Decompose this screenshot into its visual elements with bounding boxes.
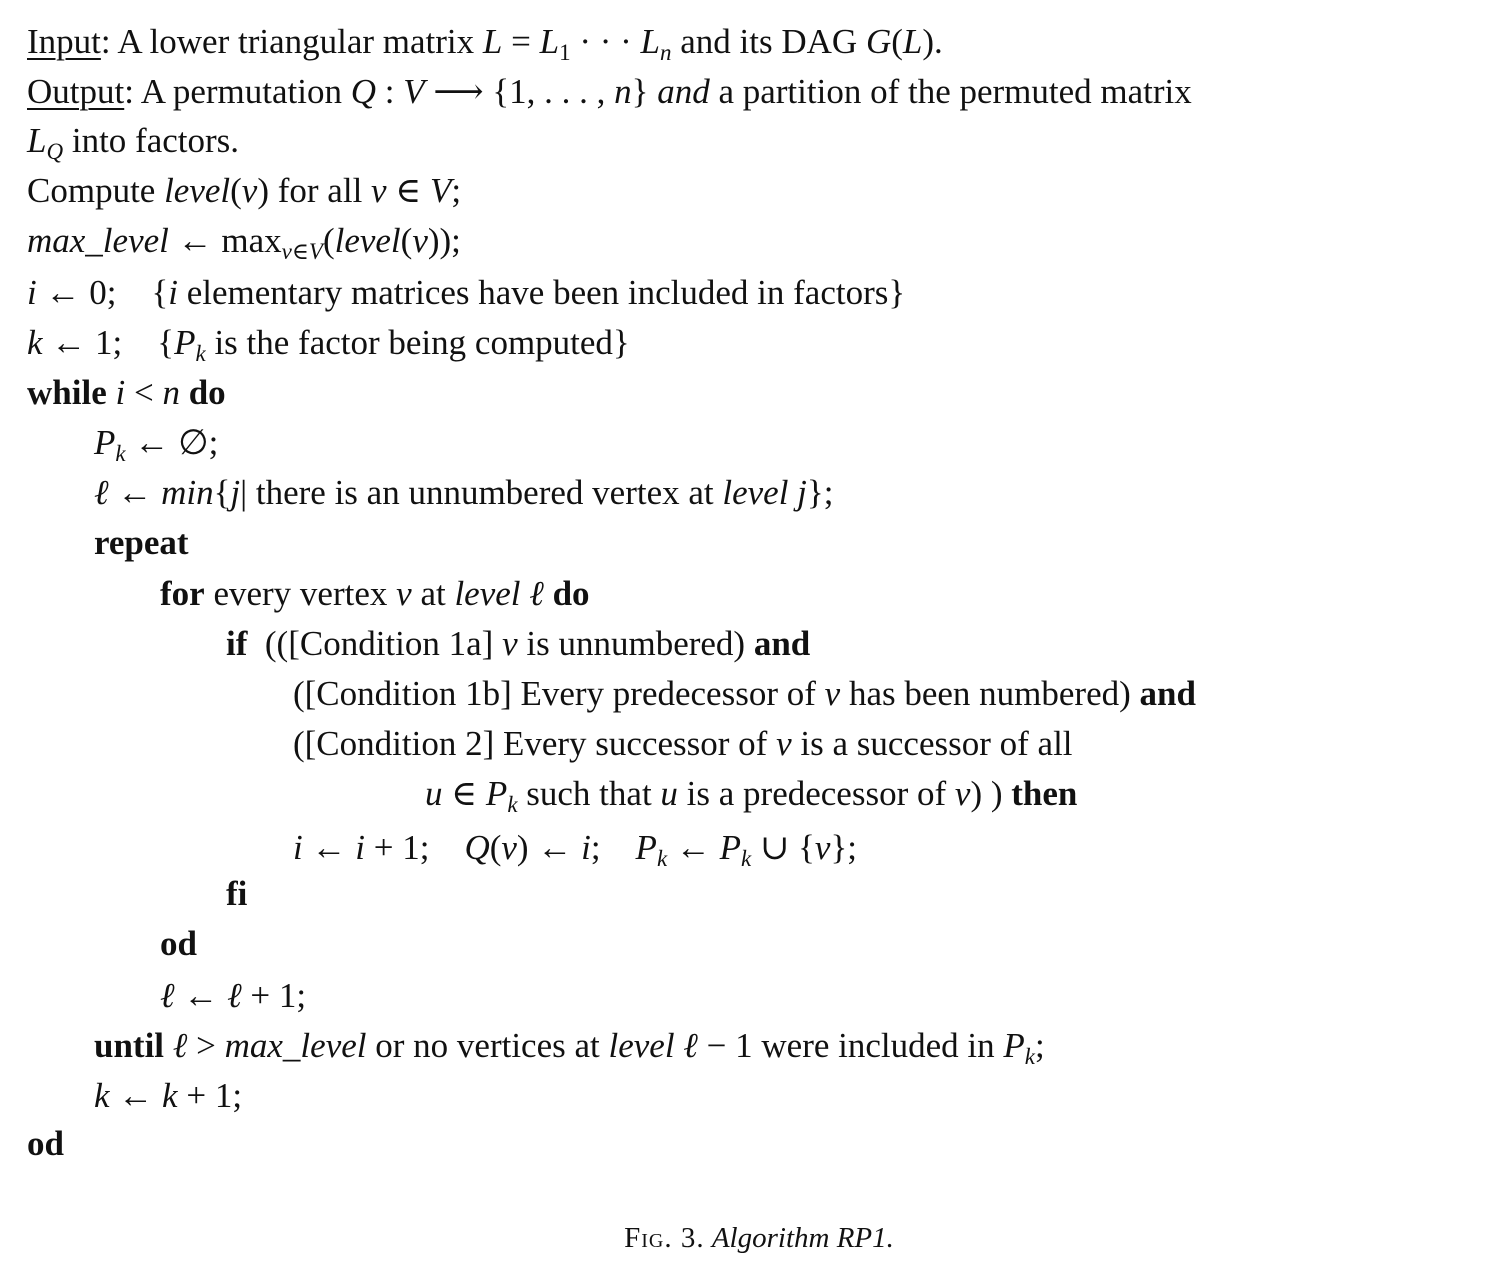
keyword: od bbox=[160, 924, 197, 963]
algorithm-text: ( bbox=[400, 221, 413, 260]
algorithm-line bbox=[293, 719, 1073, 769]
algorithm-text: Compute bbox=[27, 171, 165, 210]
algorithm-text: ℓ bbox=[227, 976, 242, 1015]
algorithm-text: P bbox=[94, 423, 116, 462]
algorithm-text: has been numbered) bbox=[840, 674, 1140, 713]
algorithm-line bbox=[27, 216, 461, 266]
algorithm-text: P bbox=[485, 774, 508, 813]
algorithm-text: such that bbox=[517, 774, 661, 813]
algorithm-text: j bbox=[230, 473, 241, 512]
algorithm-text: ( bbox=[230, 171, 242, 210]
algorithm-text: ) ← bbox=[516, 828, 582, 867]
algorithm-text: L bbox=[27, 121, 47, 160]
algorithm-line bbox=[226, 619, 810, 669]
keyword: od bbox=[27, 1124, 64, 1163]
algorithm-text: ∈ bbox=[442, 774, 486, 813]
algorithm-text: V bbox=[430, 171, 452, 210]
algorithm-text: k bbox=[27, 323, 43, 362]
algorithm-text: ⟶ {1, . . . , bbox=[424, 72, 615, 111]
algorithm-text: V bbox=[403, 72, 425, 111]
algorithm-text: Q bbox=[464, 828, 490, 867]
algorithm-text: ← bbox=[108, 473, 162, 512]
algorithm-text: Q bbox=[350, 72, 377, 111]
algorithm-text: v bbox=[501, 828, 517, 867]
algorithm-text: k bbox=[741, 846, 752, 871]
algorithm-text: : bbox=[376, 72, 404, 111]
algorithm-text: v bbox=[502, 624, 518, 663]
algorithm-text: ) ) bbox=[970, 774, 1012, 813]
algorithm-text: ( bbox=[322, 221, 335, 260]
algorithm-text: ← 0; { bbox=[36, 273, 169, 312]
algorithm-text: ← 1; { bbox=[42, 323, 175, 362]
figure-title: Algorithm RP1. bbox=[711, 1222, 894, 1254]
algorithm-text: i bbox=[581, 828, 591, 867]
algorithm-text: n bbox=[614, 72, 632, 111]
algorithm-text: ( bbox=[891, 22, 903, 61]
algorithm-text: k bbox=[195, 341, 206, 366]
algorithm-text: (([Condition 1a] bbox=[247, 624, 503, 663]
algorithm-line bbox=[27, 368, 226, 418]
algorithm-text: elementary matrices have been included in factors} bbox=[178, 273, 906, 312]
algorithm-text: level bbox=[164, 171, 231, 210]
algorithm-line bbox=[94, 1021, 1045, 1071]
keyword: if bbox=[226, 624, 248, 663]
algorithm-text: G bbox=[865, 22, 892, 61]
algorithm-text: } bbox=[631, 72, 658, 111]
algorithm-text: L bbox=[640, 22, 661, 61]
algorithm-text: at bbox=[411, 574, 455, 613]
algorithm-line bbox=[425, 769, 1077, 819]
algorithm-text: level bbox=[334, 221, 401, 260]
algorithm-text: v bbox=[396, 574, 412, 613]
algorithm-line bbox=[27, 116, 239, 166]
keyword: for bbox=[160, 574, 205, 613]
algorithm-text: i bbox=[27, 273, 37, 312]
algorithm-line bbox=[160, 919, 197, 969]
algorithm-line bbox=[27, 1119, 64, 1169]
algorithm-line bbox=[293, 823, 857, 873]
algorithm-text: ( bbox=[489, 828, 502, 867]
algorithm-text: k bbox=[94, 1076, 110, 1115]
algorithm-text: − 1 were included in bbox=[697, 1026, 1004, 1065]
algorithm-text: · · · bbox=[570, 22, 641, 61]
keyword: do bbox=[543, 574, 590, 613]
algorithm-text: i bbox=[355, 828, 365, 867]
algorithm-text: | there is an unnumbered vertex at bbox=[240, 473, 723, 512]
algorithm-text: ([Condition 2] Every successor of bbox=[293, 724, 777, 763]
algorithm-text: L bbox=[482, 22, 503, 61]
algorithm-text: is unnumbered) bbox=[517, 624, 754, 663]
algorithm-text: ∪ { bbox=[751, 828, 815, 867]
algorithm-text: v bbox=[824, 674, 841, 713]
algorithm-line bbox=[27, 67, 1192, 117]
algorithm-text: : A permutation bbox=[124, 72, 351, 111]
algorithm-text: ← bbox=[667, 828, 720, 867]
algorithm-text: ← bbox=[174, 976, 228, 1015]
algorithm-text: ℓ bbox=[172, 1026, 188, 1065]
algorithm-text: k bbox=[656, 846, 668, 871]
algorithm-text: ← bbox=[109, 1076, 163, 1115]
algorithm-text: L bbox=[902, 22, 923, 61]
algorithm-text: v bbox=[814, 828, 831, 867]
algorithm-text: : A lower triangular matrix bbox=[100, 22, 483, 61]
algorithm-text: < bbox=[125, 373, 163, 412]
algorithm-text: u bbox=[660, 774, 678, 813]
algorithm-text: ; bbox=[1034, 1026, 1045, 1065]
algorithm-line bbox=[94, 1071, 242, 1121]
algorithm-text: level j bbox=[722, 473, 807, 512]
algorithm-line bbox=[94, 518, 189, 568]
algorithm-text: ∈ bbox=[386, 171, 431, 210]
algorithm-text: + 1; bbox=[177, 1076, 243, 1115]
figure-caption bbox=[0, 1222, 1488, 1255]
algorithm-text: k bbox=[162, 1076, 178, 1115]
algorithm-text: P bbox=[719, 828, 742, 867]
algorithm-line bbox=[27, 166, 461, 216]
algorithm-line bbox=[160, 569, 590, 619]
algorithm-text: v bbox=[241, 171, 258, 210]
algorithm-text: = bbox=[502, 22, 540, 61]
algorithm-text: v∈V bbox=[281, 239, 323, 264]
algorithm-text: i bbox=[293, 828, 303, 867]
algorithm-text: + 1; bbox=[364, 828, 465, 867]
algorithm-text: is the factor being computed} bbox=[205, 323, 630, 362]
algorithm-line bbox=[27, 17, 943, 67]
algorithm-text: and its DAG bbox=[671, 22, 866, 61]
algorithm-text: min bbox=[161, 473, 214, 512]
keyword: repeat bbox=[94, 523, 189, 562]
algorithm-text: max_level bbox=[224, 1026, 367, 1065]
algorithm-text: u bbox=[425, 774, 443, 813]
algorithm-text: ← ∅; bbox=[125, 423, 219, 462]
algorithm-text: k bbox=[115, 441, 126, 466]
algorithm-text: ℓ bbox=[160, 976, 175, 1015]
algorithm-text: level ℓ bbox=[608, 1026, 698, 1065]
algorithm-text: )); bbox=[427, 221, 461, 260]
algorithm-text: is a predecessor of bbox=[677, 774, 955, 813]
algorithm-text: into factors. bbox=[63, 121, 240, 160]
algorithm-text: + 1; bbox=[241, 976, 307, 1015]
algorithm-text: }; bbox=[830, 828, 857, 867]
algorithm-text: i bbox=[115, 373, 126, 412]
algorithm-text: ← max bbox=[168, 221, 282, 260]
algorithm-line bbox=[27, 318, 630, 368]
algorithm-text: P bbox=[174, 323, 196, 362]
algorithm-line bbox=[27, 268, 905, 318]
algorithm-line bbox=[160, 971, 306, 1021]
algorithm-text: ℓ bbox=[94, 473, 109, 512]
figure-label: Fig. 3. bbox=[624, 1222, 705, 1254]
algorithm-text: ([Condition 1b] Every predecessor of bbox=[293, 674, 825, 713]
algorithm-text: v bbox=[371, 171, 387, 210]
algorithm-text: P bbox=[635, 828, 657, 867]
algorithm-text: k bbox=[1024, 1044, 1035, 1069]
algorithm-text: P bbox=[1003, 1026, 1025, 1065]
algorithm-text: every vertex bbox=[204, 574, 397, 613]
keyword: and bbox=[1139, 674, 1196, 713]
algorithm-text: }; bbox=[806, 473, 834, 512]
algorithm-text: Q bbox=[46, 139, 64, 164]
algorithm-text: and bbox=[657, 72, 710, 111]
keyword: until bbox=[94, 1026, 173, 1065]
algorithm-text: v bbox=[954, 774, 971, 813]
keyword: do bbox=[179, 373, 226, 412]
algorithm-text: i bbox=[168, 273, 178, 312]
algorithm-line bbox=[94, 418, 218, 468]
algorithm-text: ; bbox=[451, 171, 462, 210]
algorithm-text: ; bbox=[590, 828, 636, 867]
keyword: fi bbox=[226, 874, 248, 913]
algorithm-line bbox=[94, 468, 833, 518]
keyword: while bbox=[27, 373, 116, 412]
algorithm-text: v bbox=[412, 221, 428, 260]
algorithm-text: { bbox=[213, 473, 231, 512]
algorithm-text: ). bbox=[922, 22, 943, 61]
algorithm-text: level ℓ bbox=[454, 574, 544, 613]
algorithm-text: n bbox=[162, 373, 180, 412]
section-label: Input bbox=[27, 22, 101, 61]
algorithm-text: > bbox=[187, 1026, 225, 1065]
algorithm-text: max_level bbox=[27, 221, 169, 260]
algorithm-text: 1 bbox=[559, 40, 571, 65]
keyword: then bbox=[1011, 774, 1078, 813]
algorithm-text: ← bbox=[302, 828, 356, 867]
algorithm-text: a partition of the permuted matrix bbox=[709, 72, 1192, 111]
algorithm-line bbox=[226, 869, 247, 919]
algorithm-text: ) for all bbox=[257, 171, 372, 210]
algorithm-text: v bbox=[776, 724, 792, 763]
algorithm-text: or no vertices at bbox=[366, 1026, 609, 1065]
algorithm-text: n bbox=[660, 40, 672, 65]
algorithm-line bbox=[293, 669, 1196, 719]
section-label: Output bbox=[27, 72, 125, 111]
algorithm-text: is a successor of all bbox=[791, 724, 1073, 763]
algorithm-text: k bbox=[507, 792, 518, 817]
keyword: and bbox=[753, 624, 811, 663]
algorithm-text: L bbox=[539, 22, 560, 61]
